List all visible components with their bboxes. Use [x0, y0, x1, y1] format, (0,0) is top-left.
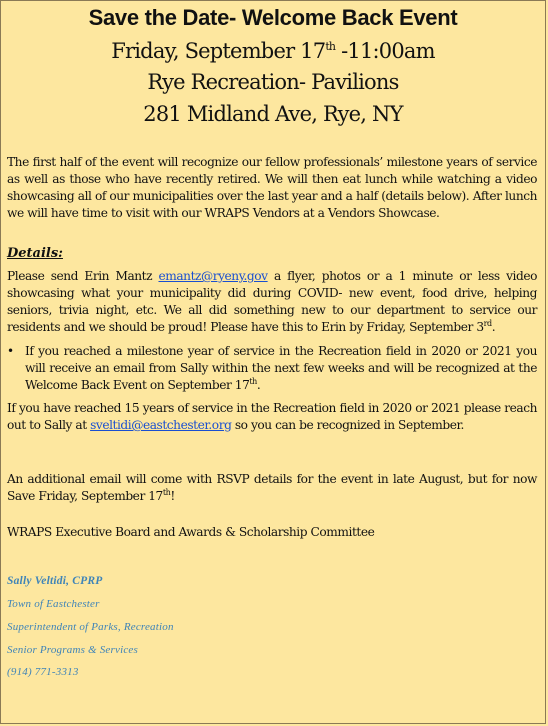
- event-venue: Rye Recreation- Pavilions: [147, 70, 399, 94]
- fifteen-years-paragraph: [7, 400, 537, 434]
- signature-name: Sally Veltidi, CPRP: [7, 575, 103, 587]
- event-time: -11:00am: [335, 39, 435, 63]
- event-date-suffix: th: [325, 40, 336, 53]
- details-paragraph: [7, 268, 537, 336]
- bullet-text-main: If you reached a milestone year of service in the Recreation field in 2020 or 2021 you will receive an email from Sally within the next few weeks and will be recognized at the Welcome Back Event on September 17: [25, 344, 537, 392]
- rsvp-paragraph: [7, 471, 537, 505]
- details-heading: Details:: [7, 246, 63, 261]
- event-date: [1, 39, 545, 63]
- bullet-end: .: [256, 378, 261, 392]
- event-date-text: Friday, September 17: [111, 39, 326, 63]
- signature-dept: Senior Programs & Services: [7, 644, 138, 656]
- rsvp-text: An additional email will come with RSVP details for the event in late August, but for now Save Friday, September 17: [7, 472, 537, 503]
- signature-org: Town of Eastchester: [7, 598, 100, 610]
- bullet-dot-icon: •: [7, 344, 14, 358]
- sally-email-link[interactable]: sveltidi@eastchester.org: [90, 418, 232, 432]
- erin-email-link[interactable]: emantz@ryeny.gov: [158, 269, 268, 283]
- rsvp-date-suffix: th: [162, 488, 171, 497]
- bullet-date-suffix: th: [249, 377, 257, 386]
- fifteen-text-start: If you have reached 15 years of service in the Recreation field in 2020 or 2021 please reach out to Sally at: [7, 401, 537, 432]
- event-title: Save the Date- Welcome Back Event: [88, 5, 458, 30]
- event-address: 281 Midland Ave, Rye, NY: [143, 102, 403, 126]
- intro-paragraph: The first half of the event will recognize our fellow professionals’ milestone years of service as well as those who have recently retired. We will then eat lunch while watching a video showcasing all of our municipalities over the last year and a half (details below). After lunch we will have time to visit with our WRAPS Vendors at a Vendors Showcase.: [7, 155, 537, 220]
- committee-signoff: WRAPS Executive Board and Awards & Scholarship Committee: [7, 525, 375, 539]
- bullet-item: [7, 343, 537, 394]
- fifteen-text-end: so you can be recognized in September.: [231, 418, 464, 432]
- signature-title: Superintendent of Parks, Recreation: [7, 621, 174, 633]
- bullet-text: [25, 343, 537, 394]
- details-text-start: Please send Erin Mantz: [7, 269, 159, 283]
- details-end: .: [491, 320, 496, 334]
- details-text-rest: a flyer, photos or a 1 minute or less video showcasing what your municipality did during COVID- new event, food drive, helping seniors, trivia night, etc. We all did something new to our department to service our residents and we should be proud! Please have this to Erin by Friday, September 3: [7, 269, 537, 334]
- rsvp-end: !: [170, 489, 175, 503]
- details-date-suffix: rd: [483, 319, 492, 328]
- signature-phone: (914) 771-3313: [7, 666, 79, 678]
